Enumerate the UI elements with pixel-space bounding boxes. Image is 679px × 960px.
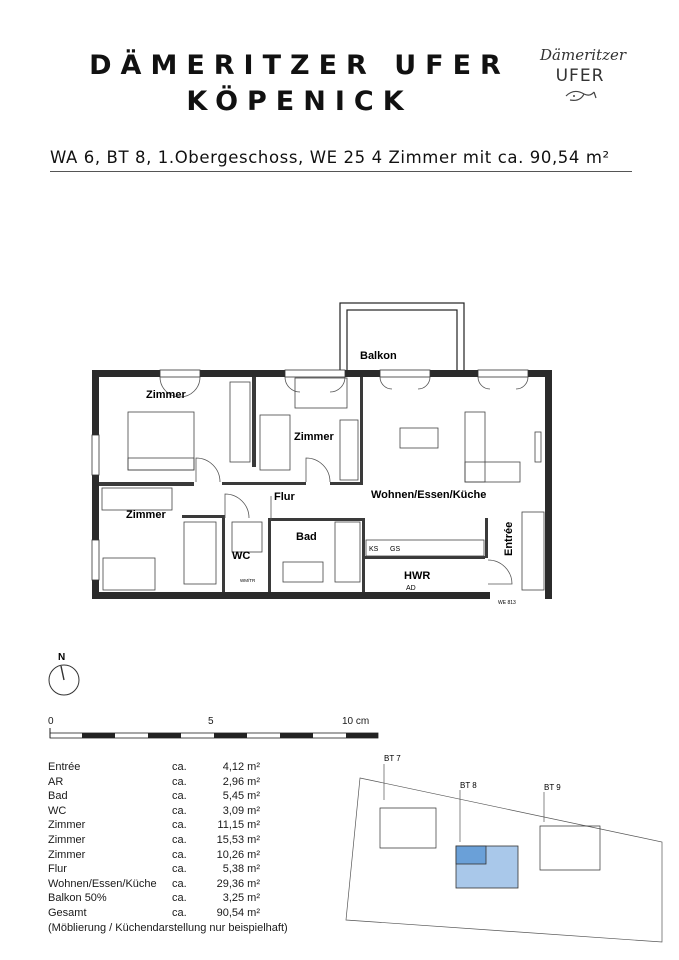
wmtr-label: WM/TR	[240, 578, 256, 583]
logo-upper-text: UFER	[555, 66, 605, 86]
table-row: Wohnen/Essen/Küche ca. 29,36 m²	[48, 877, 260, 890]
table-row: AR ca. 2,96 m²	[48, 775, 260, 788]
bt7-building	[380, 808, 436, 848]
table-row: Gesamt ca. 90,54 m²	[48, 906, 260, 919]
room-area-table	[48, 760, 288, 935]
gs-label: GS	[390, 546, 401, 553]
table-row: WC ca. 3,09 m²	[48, 804, 260, 817]
scale-label-0: 0	[48, 716, 54, 727]
unit-subtitle: WA 6, BT 8, 1.Obergeschoss, WE 25 4 Zimmer mit ca. 90,54 m²	[50, 148, 610, 167]
table-row: Zimmer ca. 11,15 m²	[48, 819, 260, 832]
compass-north-label: N	[58, 652, 66, 663]
wohnen-label: Wohnen/Essen/Küche	[371, 489, 487, 501]
entree-label: Entrée	[503, 521, 515, 556]
zimmer-label-2: Zimmer	[294, 431, 334, 443]
bad-label: Bad	[296, 531, 317, 543]
interior-walls	[99, 377, 488, 592]
bt9-label: BT 9	[544, 783, 561, 792]
bt7-label: BT 7	[384, 754, 401, 763]
ks-label: KS	[369, 546, 379, 553]
table-row: Zimmer ca. 10,26 m²	[48, 848, 260, 861]
table-row: Bad ca. 5,45 m²	[48, 790, 260, 803]
balcony-outline	[340, 303, 464, 371]
scale-label-10: 10 cm	[342, 716, 370, 727]
table-row: Entrée ca. 4,12 m²	[48, 761, 260, 773]
hwr-label: HWR	[404, 570, 431, 582]
page-title-line1: DÄMERITZER UFER	[89, 50, 510, 81]
furnishing-note: (Möblierung / Küchendarstellung nur beispielhaft)	[48, 921, 288, 934]
table-row: Balkon 50% ca. 3,25 m²	[48, 892, 260, 905]
logo-script-text: Dämeritzer	[540, 46, 627, 64]
zimmer-label-1: Zimmer	[146, 389, 186, 401]
flur-label: Flur	[274, 491, 295, 503]
windows	[92, 370, 528, 580]
bt9-building	[540, 826, 600, 870]
bt8-building	[456, 846, 518, 888]
bt8-label: BT 8	[460, 781, 477, 790]
compass-icon	[49, 665, 79, 695]
page-title-line2: KÖPENICK	[186, 86, 413, 117]
we-label: WE 813	[498, 600, 516, 606]
scale-label-5: 5	[208, 716, 214, 727]
ad-label: AD	[406, 585, 416, 592]
zimmer-label-3: Zimmer	[126, 509, 166, 521]
wc-label: WC	[232, 550, 251, 562]
scale-bar	[50, 728, 378, 738]
balkon-label: Balkon	[360, 350, 397, 362]
table-row: Flur ca. 5,38 m²	[48, 863, 260, 876]
table-row: Zimmer ca. 15,53 m²	[48, 833, 260, 846]
